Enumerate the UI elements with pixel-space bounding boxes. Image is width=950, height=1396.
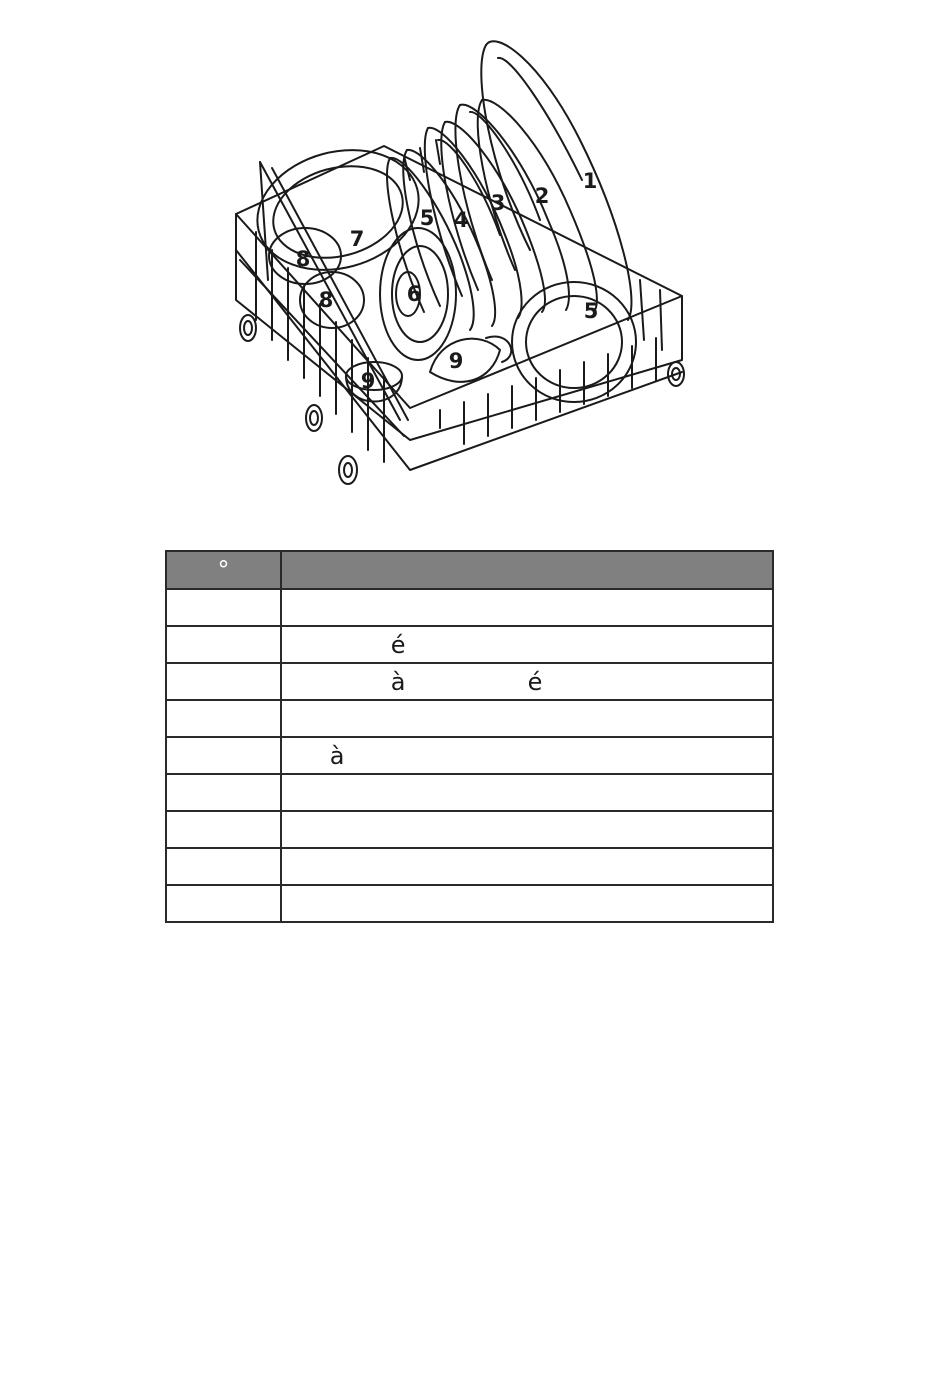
row-number: [166, 700, 281, 737]
row-number: [166, 626, 281, 663]
legend-row: [166, 700, 773, 737]
legend-row: [166, 626, 773, 663]
dish-rack-illustration: [0, 0, 950, 520]
legend-header-row: [166, 551, 773, 589]
legend-row: [166, 589, 773, 626]
legend-table: [165, 550, 774, 923]
label-9-right: 9: [448, 349, 464, 373]
row-description: [281, 700, 773, 737]
legend-row: [166, 811, 773, 848]
row-number: [166, 663, 281, 700]
row-number: [166, 774, 281, 811]
label-8-bottom: 8: [318, 288, 334, 312]
front-plate-5: [512, 282, 636, 402]
label-9-left: 9: [360, 369, 376, 393]
label-1: 1: [582, 169, 598, 193]
header-description: [281, 551, 773, 589]
row-number: [166, 737, 281, 774]
label-7: 7: [349, 227, 365, 251]
wire-basket: [236, 140, 682, 470]
label-2: 2: [534, 184, 550, 208]
row-number: [166, 811, 281, 848]
row-description: à é: [281, 663, 773, 700]
row-description: [281, 589, 773, 626]
row-description: [281, 848, 773, 885]
label-5-back: 5: [419, 206, 435, 230]
legend-row: [166, 848, 773, 885]
label-6: 6: [406, 282, 422, 306]
label-3: 3: [490, 191, 506, 215]
legend-row: [166, 737, 773, 774]
header-number: °: [166, 551, 281, 589]
legend-row: [166, 663, 773, 700]
label-4: 4: [453, 208, 469, 232]
label-5-front: 5: [583, 299, 599, 323]
row-description: à: [281, 737, 773, 774]
row-description: [281, 811, 773, 848]
row-number: [166, 589, 281, 626]
row-description: [281, 774, 773, 811]
row-number: [166, 885, 281, 922]
legend-row: [166, 885, 773, 922]
label-8-top: 8: [295, 247, 311, 271]
row-description: [281, 885, 773, 922]
legend-row: [166, 774, 773, 811]
row-description: é: [281, 626, 773, 663]
row-number: [166, 848, 281, 885]
